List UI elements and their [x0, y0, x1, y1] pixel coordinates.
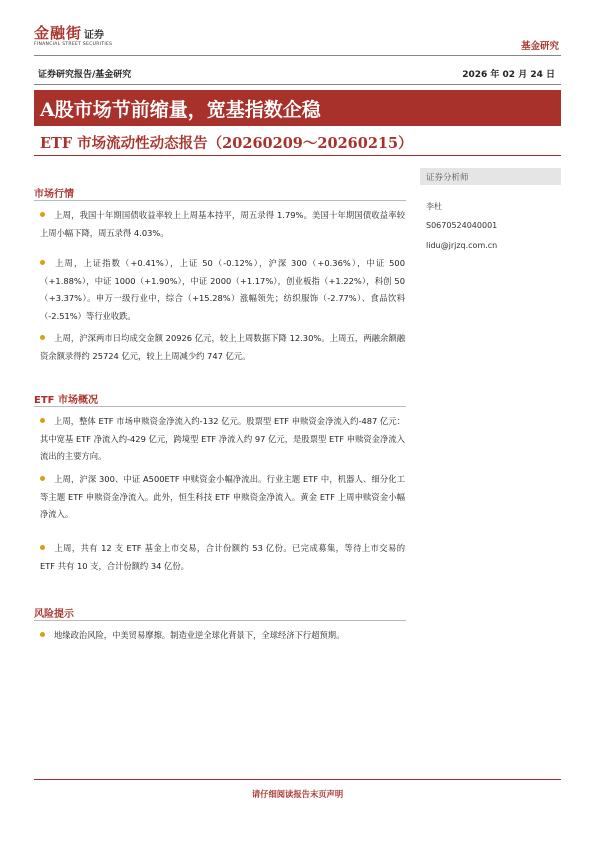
bullet-icon [40, 632, 45, 637]
report-type: 证券研究报告/基金研究 [38, 70, 132, 80]
analyst-name: 李杜 [426, 202, 442, 211]
footer-disclaimer[interactable]: 请仔细阅读报告末页声明 [251, 789, 344, 799]
paragraph: 上周，沪深 300、中证 A500ETF 申赎资金小幅净流出。行业主题 ETF 中，机器人、细分化工等主题 ETF 申赎资金净流入。此外，恒生科技 ETF 申赎资金净流入。黄金 ETF 上周申赎资金小幅净流入。 [40, 474, 405, 519]
bullet-icon [40, 260, 45, 265]
section-title-etf: ETF 市场概况 [34, 395, 98, 406]
paragraph: 上周，上证指数（+0.41%），上证 50（-0.12%），沪深 300（+0.36%），中证 500（+1.88%），中证 1000（+1.90%），中证 2000（+1.17%），创业板指（+1.22%），科创 50（+3.37%）。申万一级行业中，综合（+15.28%）涨幅领先；纺织服饰（-2.77%）、食品饮料（-2.51%）等行业收跌。 [40, 258, 405, 321]
paragraph: 地缘政治风险，中美贸易摩擦。制造业逆全球化背景下，全球经济下行超预期。 [40, 627, 405, 645]
analyst-email[interactable]: lidu@jrjzq.com.cn [426, 241, 498, 250]
logo-main-text: 金融街 [34, 24, 83, 42]
report-meta-bar [34, 65, 561, 81]
section-divider [34, 406, 406, 407]
report-subtitle: ETF 市场流动性动态报告（20260209～20260215） [40, 135, 413, 152]
meta-divider [34, 84, 561, 85]
logo-english-text: FINANCIAL STREET SECURITIES [34, 42, 113, 47]
analyst-heading: 证券分析师 [426, 173, 469, 183]
section-title-market: 市场行情 [34, 189, 74, 200]
paragraph: 上周，整体 ETF 市场申赎资金净流入约-132 亿元。股票型 ETF 申赎资金净流入约-487 亿元：其中宽基 ETF 净流入约-429 亿元，跨境型 ETF 净流入约 97 亿元，是股票型 ETF 申赎资金净流入流出的主要方向。 [40, 416, 405, 461]
paragraph: 上周，共有 12 支 ETF 基金上市交易，合计份额约 53 亿份。已完成募集，等待上市交易的 ETF 共有 10 支，合计份额约 34 亿份。 [40, 543, 405, 571]
bullet-icon [40, 545, 45, 550]
section-divider [34, 200, 406, 201]
header-divider [34, 55, 561, 56]
section-divider [34, 620, 406, 621]
footer-divider [34, 779, 561, 780]
bullet-icon [40, 212, 45, 217]
section-title-risk: 风险提示 [34, 609, 74, 620]
report-date: 2026 年 02 月 24 日 [462, 70, 555, 80]
report-title: A股市场节前缩量，宽基指数企稳 [40, 99, 321, 121]
subtitle-divider [34, 155, 561, 156]
analyst-header [420, 168, 561, 185]
bullet-icon [40, 476, 45, 481]
title-banner [34, 90, 561, 126]
paragraph: 上周，我国十年期国债收益率较上上周基本持平，周五录得 1.79%。美国十年期国债收益率较上周小幅下降，周五录得 4.03%。 [40, 210, 405, 238]
bullet-icon [40, 418, 45, 423]
paragraph: 上周，沪深两市日均成交金额 20926 亿元，较上上周数据下降 12.30%。上周五，两融余额融资余额录得约 25724 亿元，较上上周减少约 747 亿元。 [40, 333, 405, 361]
analyst-license: S0670524040001 [426, 221, 498, 230]
bullet-icon [40, 335, 45, 340]
company-logo [34, 22, 146, 48]
logo-sec-text: 证券 [84, 30, 105, 41]
report-category: 基金研究 [520, 41, 559, 52]
